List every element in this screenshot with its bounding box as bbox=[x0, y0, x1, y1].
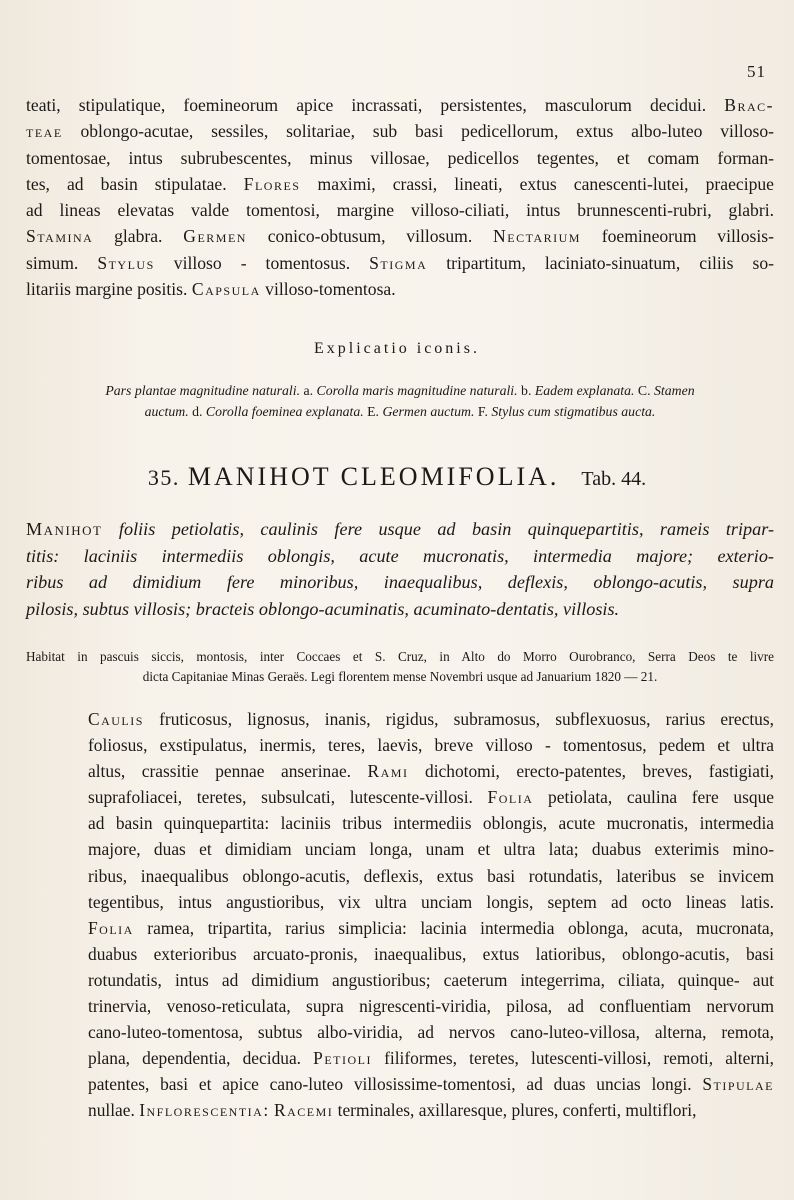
text-run: dichotomi, erecto-patentes, breves, fastigiati, bbox=[408, 761, 774, 782]
figure-letter: a. bbox=[303, 383, 314, 398]
text-run: fruticosus, lignosus, inanis, rigidus, subramosus, subflexuosus, rarius erectus, bbox=[143, 709, 774, 729]
text-run: auctum. bbox=[144, 404, 193, 419]
text-run: conico-obtusum, villosum. bbox=[246, 226, 494, 247]
text-line bbox=[26, 993, 774, 1019]
text-run: tomentosae, intus subrubescentes, minus villosae, pedicellos tegentes, et comam forman- bbox=[26, 147, 774, 168]
habitat-note bbox=[26, 647, 774, 687]
figure-letter: b. bbox=[521, 383, 532, 398]
text-run: nullae. bbox=[88, 1100, 140, 1121]
small-caps-term: teae bbox=[26, 121, 63, 142]
text-run: Pars plantae magnitudine naturali. bbox=[105, 383, 304, 398]
small-caps-term: Nectarium bbox=[493, 226, 581, 247]
text-run: duabus exterioribus arcuato-pronis, inaequalibus, extus latioribus, oblongo-acutis, basi bbox=[88, 943, 774, 964]
habitat-line-1: Habitat in pascuis siccis, montosis, inter Coccaes et S. Cruz, in Alto do Morro Ourobranco, Serra Deos te livre bbox=[26, 649, 774, 664]
small-caps-term: Inflorescentia: bbox=[139, 1100, 270, 1121]
text-line bbox=[26, 1097, 774, 1123]
text-run: suprafoliacei, teretes, subsulcati, lutescente-villosi. bbox=[88, 787, 488, 808]
explicatio-title: Explicatio iconis. bbox=[314, 340, 480, 357]
text-run: patentes, basi et apice cano-luteo villosissime-tomentosi, ad duas uncias longi. bbox=[88, 1074, 703, 1095]
text-run: plana, dependentia, decidua. bbox=[88, 1048, 314, 1069]
small-caps-term: Germen bbox=[183, 226, 247, 247]
text-run: teati, stipulatique, foemineorum apice incrassati, persistentes, masculorum decidui. bbox=[26, 95, 725, 115]
text-run: Germen auctum. bbox=[379, 404, 478, 419]
text-line bbox=[26, 836, 774, 862]
text-line bbox=[26, 1071, 774, 1097]
text-line bbox=[26, 380, 774, 401]
small-caps-term: Stigma bbox=[369, 252, 428, 273]
text-run: ribus, inaequalibus oblongo-acutis, deflexis, extus basi rotundatis, lateribus se invicem bbox=[88, 865, 774, 886]
text-run: maximi, crassi, lineati, extus canescenti-lutei, praecipue bbox=[300, 173, 774, 194]
text-line bbox=[26, 758, 774, 784]
text-line bbox=[26, 1045, 774, 1071]
text-line bbox=[26, 276, 774, 302]
species-name: MANIHOT CLEOMIFOLIA. bbox=[187, 462, 560, 491]
text-run: filiformes, teretes, lutescenti-villosi, remoti, alterni, bbox=[371, 1048, 774, 1069]
text-line bbox=[26, 401, 774, 422]
text-run: glabra. bbox=[93, 226, 184, 247]
small-caps-term: Folia bbox=[487, 787, 534, 808]
figure-letter: d. bbox=[192, 404, 203, 419]
paragraph-continued bbox=[26, 92, 774, 302]
text-run: villoso - tomentosus. bbox=[154, 252, 370, 273]
small-caps-term: Stipulae bbox=[702, 1074, 774, 1095]
small-caps-term: Racemi bbox=[274, 1100, 334, 1121]
text-line bbox=[26, 171, 774, 197]
text-line bbox=[26, 863, 774, 889]
text-run: Eadem explanata. bbox=[531, 383, 638, 398]
habitat-line-2: dicta Capitaniae Minas Geraës. Legi florentem mense Novembri usque ad Januarium 1820 — 21. bbox=[142, 669, 658, 684]
small-caps-term: Stylus bbox=[97, 252, 155, 273]
text-run: foliis petiolatis, caulinis fere usque ad basin quinquepartitis, rameis tripar- bbox=[102, 519, 774, 539]
small-caps-term: Caulis bbox=[88, 709, 144, 729]
text-line bbox=[26, 706, 774, 732]
text-line bbox=[26, 543, 774, 570]
figure-letter: E. bbox=[367, 404, 380, 419]
text-run: Stylus cum stigmatibus aucta. bbox=[487, 404, 656, 419]
small-caps-term: Stamina bbox=[26, 226, 94, 247]
text-run: Corolla foeminea explanata. bbox=[202, 404, 368, 419]
text-run: rotundatis, intus ad dimidium angustioribus; caeterum integerrima, ciliata, quinque- aut bbox=[88, 969, 774, 990]
text-line bbox=[26, 915, 774, 941]
text-line bbox=[26, 889, 774, 915]
text-line bbox=[26, 516, 774, 543]
small-caps-term: Petioli bbox=[313, 1048, 372, 1069]
text-line bbox=[26, 941, 774, 967]
text-run: terminales, axillaresque, plures, conferti, multiflori, bbox=[333, 1100, 697, 1121]
text-run: villoso-tomentosa. bbox=[260, 279, 396, 300]
text-run: altus, crassitie pennae anserinae. bbox=[88, 761, 368, 782]
figure-letter: F. bbox=[477, 404, 488, 419]
text-line bbox=[26, 118, 774, 144]
text-run: petiolata, caulina fere usque bbox=[533, 787, 774, 808]
text-run: trinervia, venoso-reticulata, supra nigrescenti-viridia, pilosa, ad confluentiam nervorum bbox=[88, 996, 774, 1017]
small-caps-term: Capsula bbox=[191, 279, 261, 300]
small-caps-term: Flores bbox=[243, 173, 301, 194]
text-line bbox=[26, 250, 774, 276]
text-run: cano-luteo-tomentosa, subtus albo-viridia, ad nervos cano-luteo-villosa, alterna, remota, bbox=[88, 1022, 774, 1043]
description-paragraph bbox=[26, 706, 774, 1124]
text-run: foliosus, exstipulatus, inermis, teres, laevis, breve villoso - tomentosus, pedem et ultra bbox=[88, 735, 774, 756]
text-line bbox=[26, 569, 774, 596]
text-run: tegentibus, intus angustioribus, vix ultra unciam longis, septem ad octo lineas latis. bbox=[88, 891, 774, 912]
text-line bbox=[26, 92, 774, 118]
small-caps-term: Brac- bbox=[724, 95, 774, 115]
small-caps-term: Rami bbox=[367, 761, 409, 782]
text-run: simum. bbox=[26, 252, 98, 273]
text-line bbox=[26, 223, 774, 249]
text-line bbox=[26, 197, 774, 223]
text-run: Corolla maris magnitudine naturali. bbox=[313, 383, 522, 398]
page-number: 51 bbox=[747, 62, 766, 81]
small-caps-term: Folia bbox=[88, 917, 134, 938]
text-line bbox=[26, 967, 774, 993]
text-run: ramea, tripartita, rarius simplicia: lacinia intermedia oblonga, acuta, mucronata, bbox=[133, 917, 774, 938]
small-caps-term: Manihot bbox=[26, 519, 103, 539]
text-run: ad basin quinquepartita: laciniis tribus intermediis oblongis, acute mucronatis, intermedia bbox=[88, 813, 774, 834]
text-line bbox=[26, 732, 774, 758]
text-run: tripartitum, laciniato-sinuatum, ciliis so- bbox=[427, 252, 774, 273]
text-run: ad lineas elevatas valde tomentosi, margine villoso-ciliati, intus brunnescenti-rubri, glabri. bbox=[26, 200, 774, 221]
figure-letter: C. bbox=[637, 383, 651, 398]
text-run: titis: laciniis intermediis oblongis, acute mucronatis, intermedia majore; exterio- bbox=[26, 545, 774, 566]
text-run: majore, duas et dimidiam unciam longa, unam et ultra lata; duabus exterimis mino- bbox=[88, 839, 774, 860]
text-line bbox=[26, 1019, 774, 1045]
plate-reference: Tab. 44. bbox=[581, 468, 647, 490]
text-line bbox=[26, 145, 774, 171]
text-run: pilosis, subtus villosis; bracteis oblongo-acuminatis, acuminato-dentatis, villosis. bbox=[26, 599, 620, 620]
explicatio-text bbox=[26, 380, 774, 422]
species-number: 35. bbox=[147, 465, 180, 490]
text-line bbox=[26, 596, 774, 623]
text-run: oblongo-acutae, sessiles, solitariae, sub basi pedicellorum, extus albo-luteo villoso- bbox=[62, 121, 774, 142]
species-heading bbox=[0, 462, 794, 492]
text-run: litariis margine positis. bbox=[26, 279, 192, 300]
text-run: foemineorum villosis- bbox=[580, 226, 774, 247]
species-diagnosis bbox=[26, 516, 774, 623]
text-run: Stamen bbox=[650, 383, 695, 398]
species-description bbox=[26, 706, 774, 1124]
text-line bbox=[26, 784, 774, 810]
text-run: tes, ad basin stipulatae. bbox=[26, 173, 244, 194]
text-run: ribus ad dimidium fere minoribus, inaequalibus, deflexis, oblongo-acutis, supra bbox=[26, 572, 774, 593]
text-line bbox=[26, 810, 774, 836]
